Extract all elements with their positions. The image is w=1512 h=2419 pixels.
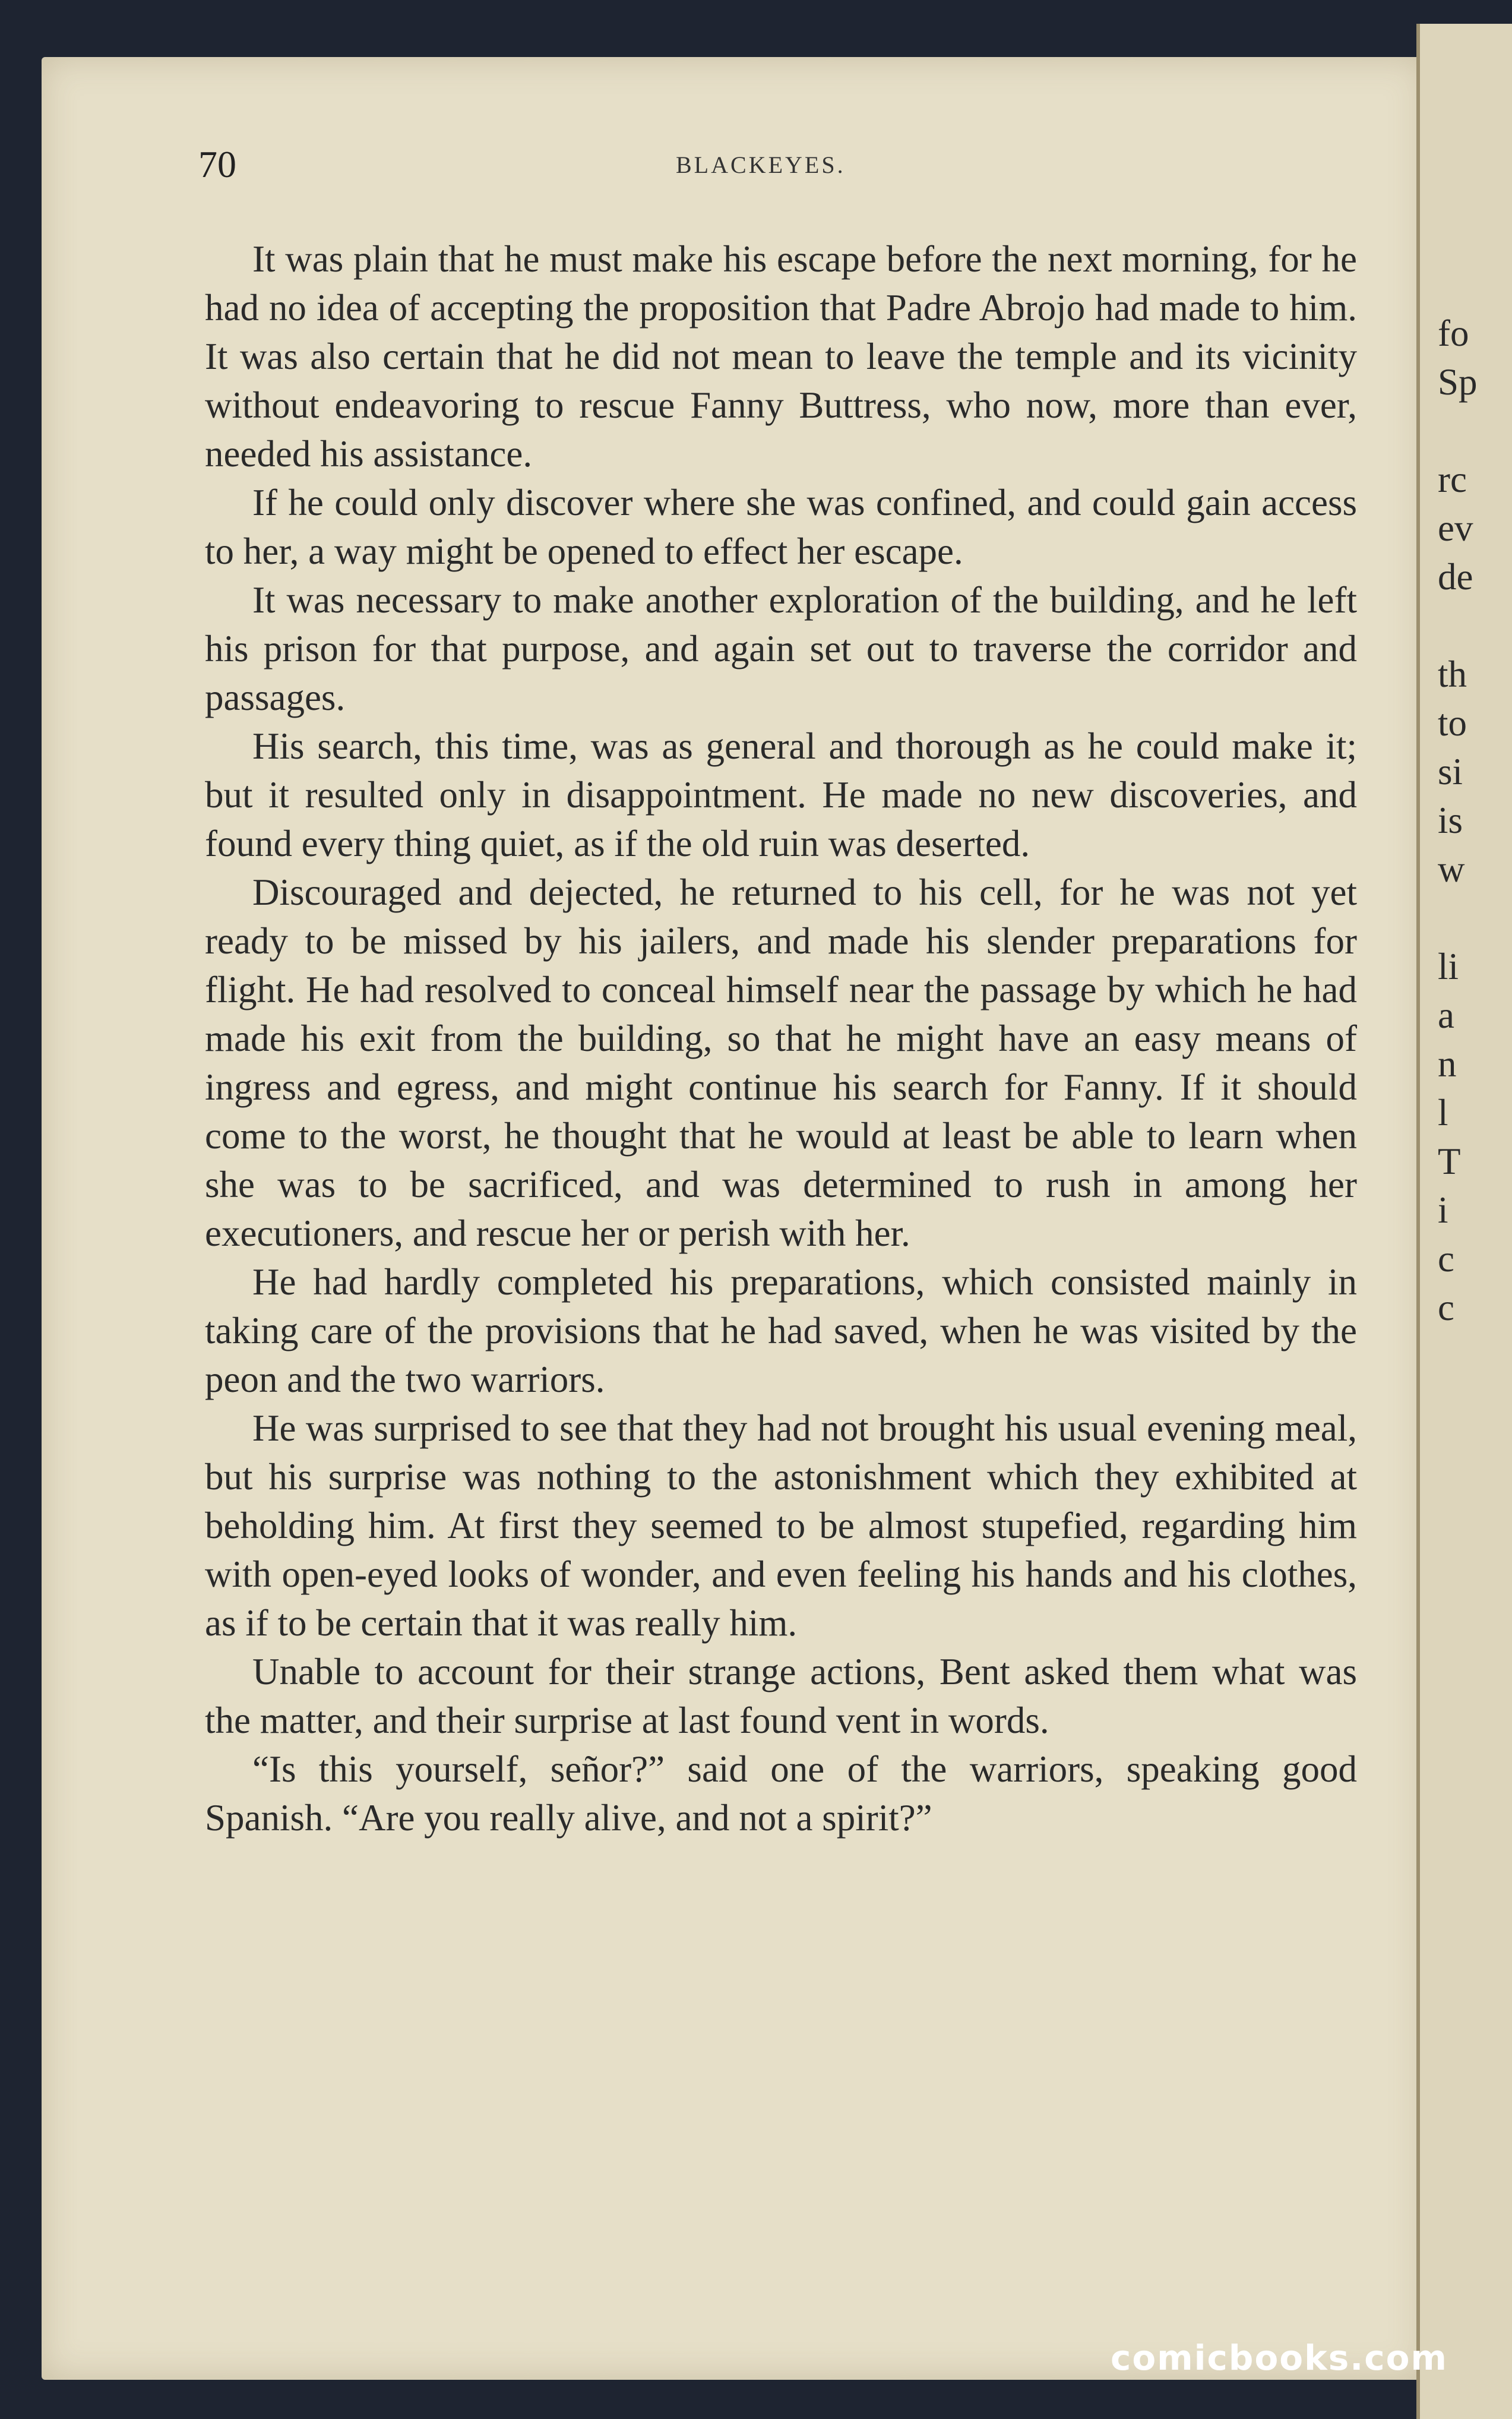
facing-page-fragment: th <box>1438 653 1467 695</box>
page-number: 70 <box>198 143 236 185</box>
paragraph: He was surprised to see that they had not brought his usual evening meal, but his surprise was nothing to the astonishment which they exhibited at beholding him. At first they seemed to be almost stupefied, regarding him with open-eyed looks of wonder, and even feeling his hands and his clothes, as if to be certain that it was really him. <box>205 1407 1357 1644</box>
facing-page-text <box>1438 309 1512 1332</box>
paragraph: It was necessary to make another exploration of the building, and he left his prison for that purpose, and again set out to traverse the corridor and passages. <box>205 579 1357 718</box>
paragraph: Unable to account for their strange actions, Bent asked them what was the matter, and their surprise at last found vent in words. <box>205 1651 1357 1741</box>
paragraph: It was plain that he must make his escape before the next morning, for he had no idea of accepting the proposition that Padre Abrojo had made to him. It was also certain that he did not mean to leave the temple and its vicinity without endeavoring to rescue Fanny Buttress, who now, more than ever, needed his assistance. <box>205 238 1357 475</box>
facing-page-fragment: i <box>1438 1189 1448 1231</box>
facing-page-fragment: to <box>1438 702 1467 744</box>
paragraph: If he could only discover where she was confined, and could gain access to her, a way might be opened to effect her escape. <box>205 482 1357 572</box>
paragraph: He had hardly completed his preparations, which consisted mainly in taking care of the provisions that he had saved, when he was visited by the peon and the two warriors. <box>205 1261 1357 1400</box>
watermark: comicbooks.com <box>1111 2338 1448 2378</box>
facing-page-fragment: a <box>1438 994 1454 1036</box>
paragraph: His search, this time, was as general and thorough as he could make it; but it resulted only in disappointment. He made no new discoveries, and found every thing quiet, as if the old ruin was deserted. <box>205 725 1357 864</box>
facing-page-fragment: T <box>1438 1141 1461 1182</box>
facing-page-fragment <box>1438 406 1512 455</box>
facing-page-fragment <box>1438 893 1512 942</box>
facing-page-fragment: w <box>1438 848 1465 890</box>
facing-page-fragment: si <box>1438 751 1463 792</box>
facing-page-fragment: fo <box>1438 312 1469 354</box>
running-title: BLACKEYES. <box>676 151 846 178</box>
facing-page-fragment: de <box>1438 556 1473 598</box>
facing-page-fragment: li <box>1438 946 1459 987</box>
facing-page-fragment <box>1438 601 1512 650</box>
facing-page-fragment: ev <box>1438 507 1473 549</box>
facing-page-fragment: n <box>1438 1043 1457 1085</box>
facing-page-fragment: Sp <box>1438 361 1478 403</box>
facing-page-edge <box>1416 24 1512 2419</box>
paragraph: “Is this yourself, señor?” said one of the warriors, speaking good Spanish. “Are you really alive, and not a spirit?” <box>205 1748 1357 1839</box>
body-text <box>205 235 1357 2195</box>
facing-page-fragment: is <box>1438 800 1463 841</box>
facing-page-fragment: l <box>1438 1092 1448 1133</box>
facing-page-fragment: c <box>1438 1287 1454 1328</box>
facing-page-fragment: c <box>1438 1238 1454 1280</box>
paragraph: Discouraged and dejected, he returned to his cell, for he was not yet ready to be missed by his jailers, and made his slender preparations for flight. He had resolved to conceal himself near the passage by which he had made his exit from the building, so that he might have an easy means of ingress and egress, and might continue his search for Fanny. If it should come to the worst, he thought that he would at least be able to learn when she was to be sacrificed, and was determined to rush in among her executioners, and rescue her or perish with her. <box>205 871 1357 1254</box>
facing-page-fragment: rc <box>1438 459 1467 500</box>
page-header <box>147 143 1359 190</box>
